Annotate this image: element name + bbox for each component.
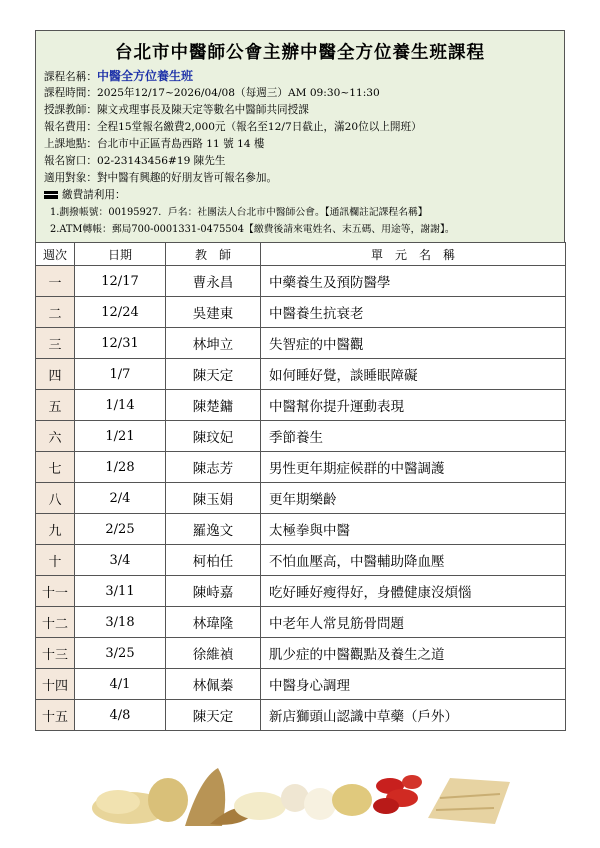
table-row xyxy=(36,576,566,607)
unit-cell: 不怕血壓高，中醫輔助降血壓 xyxy=(261,545,566,576)
course-info xyxy=(36,68,564,242)
table-row xyxy=(36,514,566,545)
unit-cell: 新店獅頭山認識中草藥（戶外） xyxy=(261,700,566,731)
unit-cell: 更年期樂齡 xyxy=(261,483,566,514)
header-week: 週次 xyxy=(36,243,75,266)
table-row xyxy=(36,638,566,669)
teacher-cell: 曹永昌 xyxy=(166,266,261,297)
teacher-cell: 陳天定 xyxy=(166,359,261,390)
date-cell: 3/25 xyxy=(75,638,166,669)
table-row xyxy=(36,669,566,700)
teacher-cell: 陳玉娟 xyxy=(166,483,261,514)
teacher-cell: 陳天定 xyxy=(166,700,261,731)
table-row xyxy=(36,700,566,731)
week-cell: 三 xyxy=(36,328,75,359)
table-row xyxy=(36,297,566,328)
header-date: 日期 xyxy=(75,243,166,266)
week-cell: 五 xyxy=(36,390,75,421)
teacher-cell: 林佩蓁 xyxy=(166,669,261,700)
unit-cell: 中醫身心調理 xyxy=(261,669,566,700)
course-location: 上課地點：台北市中正區青島西路 11 號 14 樓 xyxy=(44,138,265,150)
date-cell: 3/11 xyxy=(75,576,166,607)
unit-cell: 失智症的中醫觀 xyxy=(261,328,566,359)
payment-heading xyxy=(44,187,556,204)
teacher-cell: 吳建東 xyxy=(166,297,261,328)
course-flyer xyxy=(35,30,565,731)
payment-postal: 1.劃撥帳號：00195927．戶名：社團法人台北市中醫師公會。【通訊欄註記課程名稱】 xyxy=(50,207,428,218)
date-cell: 2/4 xyxy=(75,483,166,514)
course-time: 課程時間：2025年12/17~2026/04/08（每週三）AM 09:30~11:30 xyxy=(44,87,380,99)
week-cell: 一 xyxy=(36,266,75,297)
week-cell: 十二 xyxy=(36,607,75,638)
date-cell: 1/14 xyxy=(75,390,166,421)
table-row xyxy=(36,266,566,297)
table-row xyxy=(36,421,566,452)
course-name-label: 課程名稱： xyxy=(44,71,97,83)
week-cell: 四 xyxy=(36,359,75,390)
unit-cell: 季節養生 xyxy=(261,421,566,452)
date-cell: 1/28 xyxy=(75,452,166,483)
payment-heading-text: 繳費請利用： xyxy=(62,189,126,201)
header-unit: 單 元 名 稱 xyxy=(261,243,566,266)
unit-cell: 吃好睡好瘦得好，身體健康沒煩惱 xyxy=(261,576,566,607)
teacher-cell: 徐維禎 xyxy=(166,638,261,669)
week-cell: 六 xyxy=(36,421,75,452)
course-name-row xyxy=(44,68,556,85)
unit-cell: 中醫養生抗衰老 xyxy=(261,297,566,328)
table-row xyxy=(36,359,566,390)
teacher-cell: 林坤立 xyxy=(166,328,261,359)
table-row xyxy=(36,328,566,359)
teacher-cell: 陳峙嘉 xyxy=(166,576,261,607)
unit-cell: 中老年人常見筋骨問題 xyxy=(261,607,566,638)
date-cell: 1/7 xyxy=(75,359,166,390)
date-cell: 12/31 xyxy=(75,328,166,359)
teacher-cell: 陳玟妃 xyxy=(166,421,261,452)
teacher-cell: 柯柏任 xyxy=(166,545,261,576)
date-cell: 1/21 xyxy=(75,421,166,452)
flyer-header xyxy=(35,30,565,242)
teacher-cell: 陳楚鏞 xyxy=(166,390,261,421)
table-row xyxy=(36,607,566,638)
unit-cell: 中醫幫你提升運動表現 xyxy=(261,390,566,421)
course-fee: 報名費用：全程15堂報名繳費2,000元（報名至12/7日截止，滿20位以上開班） xyxy=(44,121,422,133)
course-audience: 適用對象：對中醫有興趣的好朋友皆可報名參加。 xyxy=(44,172,278,184)
table-row xyxy=(36,452,566,483)
schedule-table xyxy=(35,242,566,731)
schedule-header-row xyxy=(36,243,566,266)
date-cell: 3/18 xyxy=(75,607,166,638)
teacher-cell: 陳志芳 xyxy=(166,452,261,483)
table-row xyxy=(36,390,566,421)
week-cell: 七 xyxy=(36,452,75,483)
herbs-illustration xyxy=(90,758,510,830)
date-cell: 3/4 xyxy=(75,545,166,576)
date-cell: 12/17 xyxy=(75,266,166,297)
week-cell: 十五 xyxy=(36,700,75,731)
header-teacher: 教 師 xyxy=(166,243,261,266)
table-row xyxy=(36,545,566,576)
unit-cell: 肌少症的中醫觀點及養生之道 xyxy=(261,638,566,669)
unit-cell: 太極拳與中醫 xyxy=(261,514,566,545)
week-cell: 二 xyxy=(36,297,75,328)
unit-cell: 中藥養生及預防醫學 xyxy=(261,266,566,297)
teacher-cell: 羅逸文 xyxy=(166,514,261,545)
week-cell: 十 xyxy=(36,545,75,576)
table-row xyxy=(36,483,566,514)
teacher-cell: 林瑋隆 xyxy=(166,607,261,638)
date-cell: 2/25 xyxy=(75,514,166,545)
week-cell: 十三 xyxy=(36,638,75,669)
unit-cell: 如何睡好覺，談睡眠障礙 xyxy=(261,359,566,390)
week-cell: 十一 xyxy=(36,576,75,607)
course-teachers: 授課教師：陳文戎理事長及陳天定等數名中醫師共同授課 xyxy=(44,104,309,116)
course-name: 中醫全方位養生班 xyxy=(96,69,193,83)
date-cell: 4/8 xyxy=(75,700,166,731)
page-title: 台北市中醫師公會主辦中醫全方位養生班課程 xyxy=(115,43,485,63)
week-cell: 九 xyxy=(36,514,75,545)
date-cell: 4/1 xyxy=(75,669,166,700)
week-cell: 八 xyxy=(36,483,75,514)
week-cell: 十四 xyxy=(36,669,75,700)
course-contact: 報名窗口：02-23143456#19 陳先生 xyxy=(44,155,226,167)
payment-atm: 2.ATM轉帳：郵局700-0001331-0475504【繳費後請來電姓名、末五碼、用途等，謝謝】。 xyxy=(50,224,455,235)
card-icon xyxy=(44,191,58,199)
date-cell: 12/24 xyxy=(75,297,166,328)
unit-cell: 男性更年期症候群的中醫調護 xyxy=(261,452,566,483)
